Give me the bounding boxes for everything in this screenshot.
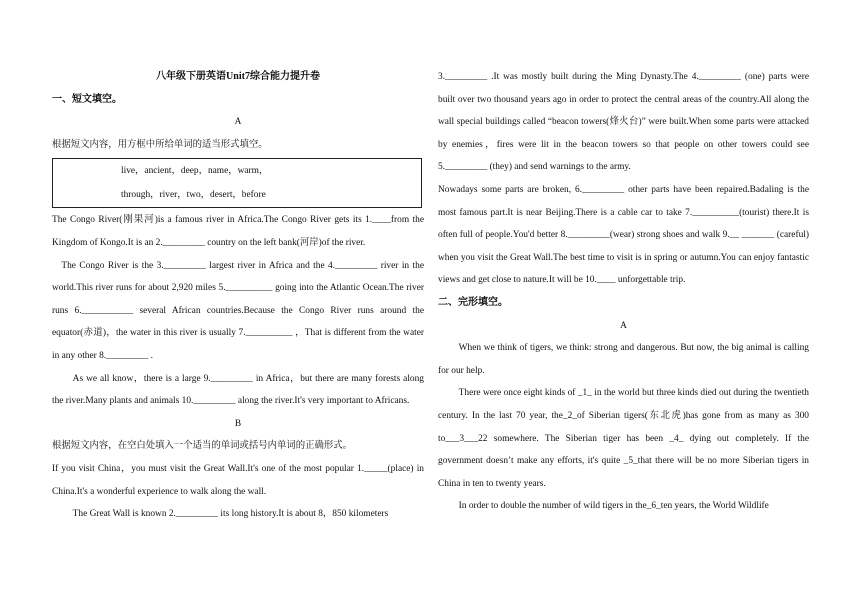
- word-box: [52, 158, 422, 208]
- section-1-heading: 一、短文填空。: [52, 93, 122, 105]
- paragraph-b2: The Great Wall is known 2._________ its long history.It is about 8，850 kilometers: [72, 509, 389, 520]
- paragraph-a2: The Congo River is the 3._________ largest river in Africa and the 4._________ river in the world.This river runs for about 2,920 miles 5.__________ going into the Atlantic Ocean.The river runs 6.___________ several African countries.Because the Congo River runs around the equator(赤道)，the water in this river is usually 7.__________ ，That is different from the water in any other 8._________ .: [52, 260, 424, 361]
- paragraph-b3: Nowadays some parts are broken, 6._________ other parts have been repaired.Badaling is the most famous part.It is near Beijing.There is a cable car to take 7.__________(tourist) there.It is often full of people.You'd better 8._________(wear) strong shoes and walk 9.__ _______ (careful) when you visit the Great Wall.The best time to visit is in spring or autumn.You can enjoy fantastic views and get close to nature.It will be 10.____ unforgettable trip.: [438, 184, 809, 286]
- instruction-a: 根据短文内容，用方框中所给单词的适当形式填空。: [52, 139, 268, 150]
- paragraph-b1: If you visit China，you must visit the Great Wall.It's one of the most popular 1._____(place) in China.It's a wonderful experience to walk along the wall.: [52, 463, 424, 497]
- part-a-label: A: [234, 117, 242, 128]
- cloze-part-a-label: A: [620, 320, 627, 331]
- paragraph-b2-continued: 3._________ .It was mostly built during the Ming Dynasty.The 4._________ (one) parts were built over two thousand years ago in order to protect the central areas of the country.All along the wall special buildings called “beacon towers(烽火台)” were built.When some parts were attacked by enemies，fires were lit in the beacon towers so that people on other towers could see 5._________ (they) and send warnings to the army.: [438, 72, 809, 173]
- part-b-label: B: [234, 418, 242, 429]
- section-2-heading: 二、完形填空。: [438, 296, 508, 308]
- left-column: [52, 66, 424, 526]
- instruction-b: 根据短文内容，在空白处填入一个适当的单词或括号内单词的正确形式。: [52, 441, 353, 452]
- paragraph-a1: The Congo River(刚果河)is a famous river in Africa.The Congo River gets its 1.____from the Kingdom of Kongo.It is an 2._________ country on the left bank(河岸)of the river.: [52, 215, 424, 248]
- document-title: 八年级下册英语Unit7综合能力提升卷: [156, 71, 320, 82]
- paragraph-c2: There were once eight kinds of _1_ in the world but three kinds died out during the twentieth century. In the last 70 year, the_2_of Siberian tigers(东北虎)has gone from as many as 300 to___3___22 somewhere. The Siberian tiger has been _4_ dying out completely. If the government doesn’t make any efforts, it's quite _5_that there will be no more Siberian tigers in China in ten to twenty years.: [438, 388, 809, 489]
- paragraph-c1: When we think of tigers, we think: strong and dangerous. But now, the big animal is calling for our help.: [438, 343, 809, 376]
- right-column: [438, 66, 809, 518]
- word-box-line-2: through，river，two，desert，before: [121, 190, 266, 201]
- paragraph-a3: As we all know，there is a large 9._________ in Africa，but there are many forests along the river.Many plants and animals 10._________ along the river.It's very important to Africans.: [52, 373, 424, 407]
- word-box-line-1: live，ancient，deep，name，warm，: [121, 166, 269, 177]
- paragraph-c3: In order to double the number of wild tigers in the_6_ten years, the World Wildlife: [458, 501, 769, 512]
